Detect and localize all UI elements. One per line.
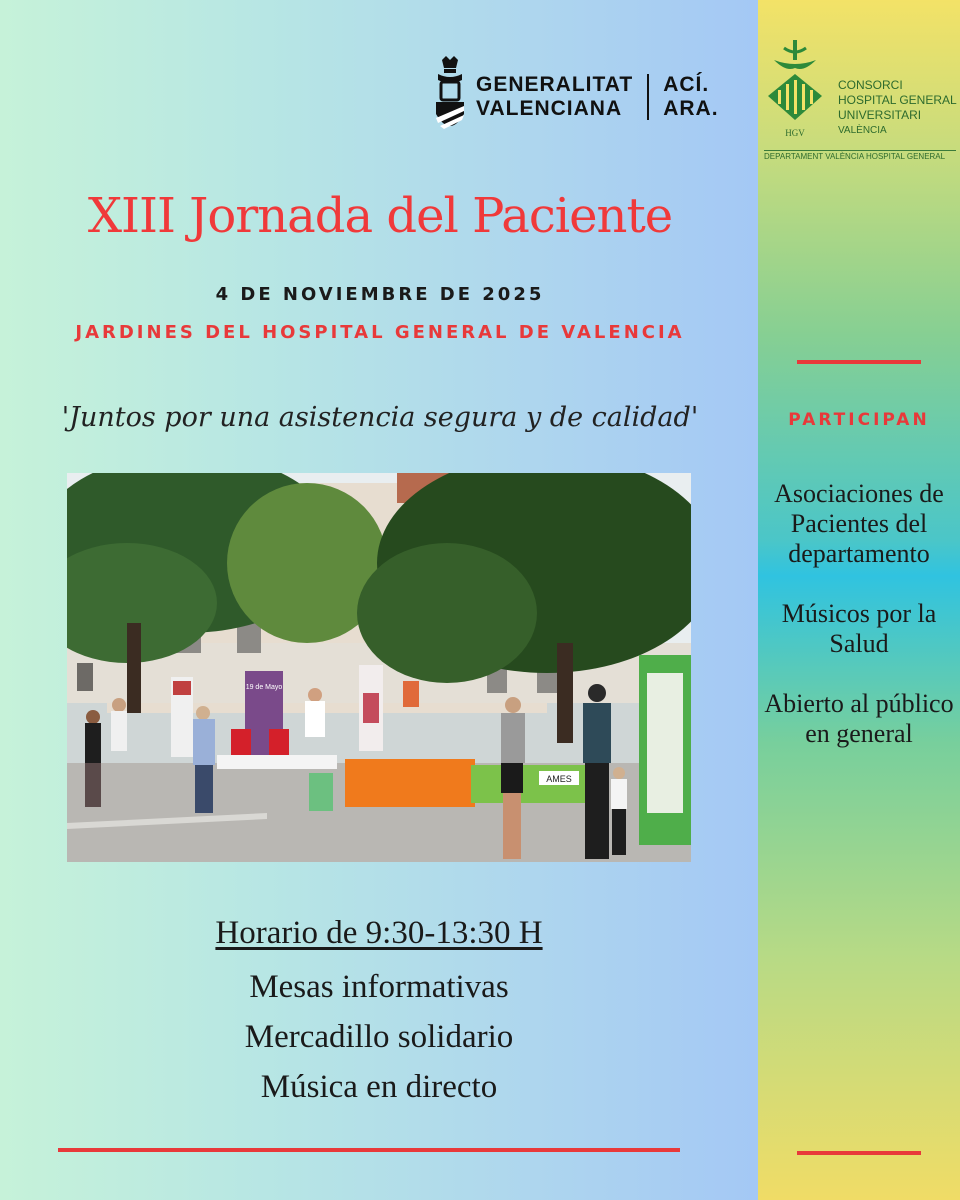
event-photo: [67, 473, 691, 862]
bottom-divider: [58, 1148, 680, 1152]
generalitat-line2: VALENCIANA: [476, 97, 623, 120]
schedule-hours: Horario de 9:30-13:30 H: [215, 915, 543, 951]
activity-item: Mercadillo solidario: [244, 1019, 514, 1055]
event-photo-illustration: [67, 473, 691, 862]
hospital-line1: CONSORCI: [838, 78, 903, 92]
generalitat-line1: GENERALITAT: [476, 73, 634, 96]
activity-item: Mesas informativas: [249, 969, 509, 1005]
hospital-emblem-icon: [764, 38, 826, 142]
slogan-line2: ARA.: [663, 97, 719, 120]
banner-text: 19 de Mayo: [245, 684, 283, 691]
event-venue: JARDINES DEL HOSPITAL GENERAL DE VALENCIA: [75, 322, 685, 343]
activity-item: Música en directo: [260, 1069, 498, 1105]
participants-heading: PARTICIPAN: [788, 410, 930, 430]
generalitat-emblem-icon: [432, 56, 468, 138]
slogan-line1: ACÍ.: [663, 73, 710, 96]
hospital-line2: HOSPITAL GENERAL: [838, 93, 957, 107]
logo-divider: [647, 74, 649, 120]
event-title: XIII Jornada del Paciente: [87, 188, 673, 244]
generalitat-logo: [432, 56, 719, 138]
participant-item: Abierto al público en general: [764, 689, 954, 748]
activities-list: [0, 966, 758, 1116]
participant-item: Músicos por la Salud: [781, 599, 937, 658]
event-date: 4 DE NOVIEMBRE DE 2025: [215, 284, 545, 305]
sidebar-divider-bottom: [797, 1151, 921, 1155]
hospital-wordmark: [838, 78, 957, 138]
hospital-department-label: DEPARTAMENT VALÈNCIA HOSPITAL GENERAL: [764, 150, 956, 162]
sidebar-divider-top: [797, 360, 921, 364]
participant-item: Asociaciones de Pacientes del departamento: [774, 479, 944, 568]
event-motto: 'Juntos por una asistencia segura y de calidad': [61, 402, 699, 433]
participants-list: [758, 479, 960, 779]
aci-ara-slogan: [663, 73, 718, 121]
table-sign-text: AMES: [546, 774, 572, 784]
hospital-line4: VALÈNCIA: [838, 125, 887, 136]
hospital-monogram: HGV: [785, 128, 805, 138]
consorci-hospital-logo: [764, 38, 956, 163]
generalitat-wordmark: [476, 73, 633, 121]
hospital-line3: UNIVERSITARI: [838, 108, 922, 122]
